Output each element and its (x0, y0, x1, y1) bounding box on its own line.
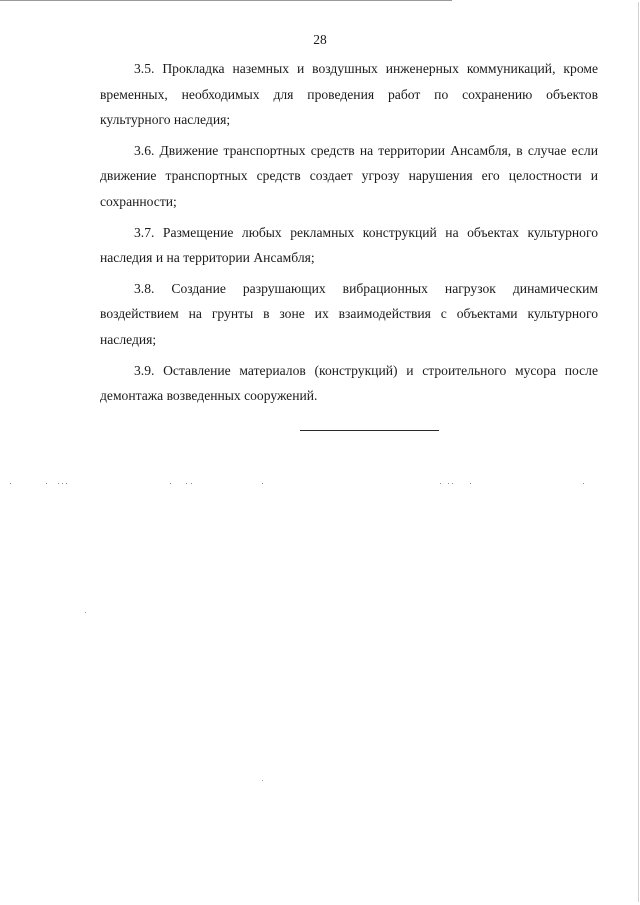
scan-speck (470, 483, 471, 484)
paragraph-3-5: 3.5. Прокладка наземных и воздушных инженерных коммуникаций, кроме временных, необходимых для проведения работ по сохранению объектов культурного наследия; (100, 61, 598, 128)
scan-speck (448, 483, 449, 484)
paragraph-3-8: 3.8. Создание разрушающих вибрационных нагрузок динамическим воздействием на грунты в зоне их взаимодействия с объектами культурного наследия; (100, 280, 598, 347)
scan-top-edge (0, 0, 452, 1)
paragraph-3-7: 3.7. Размещение любых рекламных конструкций на объектах культурного наследия и на территории Ансамбля; (100, 224, 598, 266)
scan-speck (170, 483, 171, 484)
scan-speck (186, 483, 187, 484)
scan-speck (10, 483, 11, 484)
scan-noise-row (0, 483, 640, 487)
page-number: 28 (313, 32, 327, 47)
scan-speck (62, 483, 63, 484)
scan-speck (46, 483, 47, 484)
scan-speck (262, 780, 263, 781)
scan-speck (191, 483, 192, 484)
end-of-text-rule (300, 430, 439, 431)
scan-right-edge (638, 2, 639, 902)
scan-speck (440, 483, 441, 484)
paragraph-3-9: 3.9. Оставление материалов (конструкций) и строительного мусора после демонтажа возведенных сооружений. (100, 362, 598, 404)
scan-speck (452, 483, 453, 484)
scan-speck (583, 483, 584, 484)
document-body (100, 56, 598, 414)
scan-speck (58, 483, 59, 484)
scan-speck (66, 483, 67, 484)
scan-speck (262, 483, 263, 484)
scan-speck (85, 612, 86, 613)
paragraph-3-6: 3.6. Движение транспортных средств на территории Ансамбля, в случае если движение транспортных средств создает угрозу нарушения его целостности и сохранности; (100, 142, 598, 209)
